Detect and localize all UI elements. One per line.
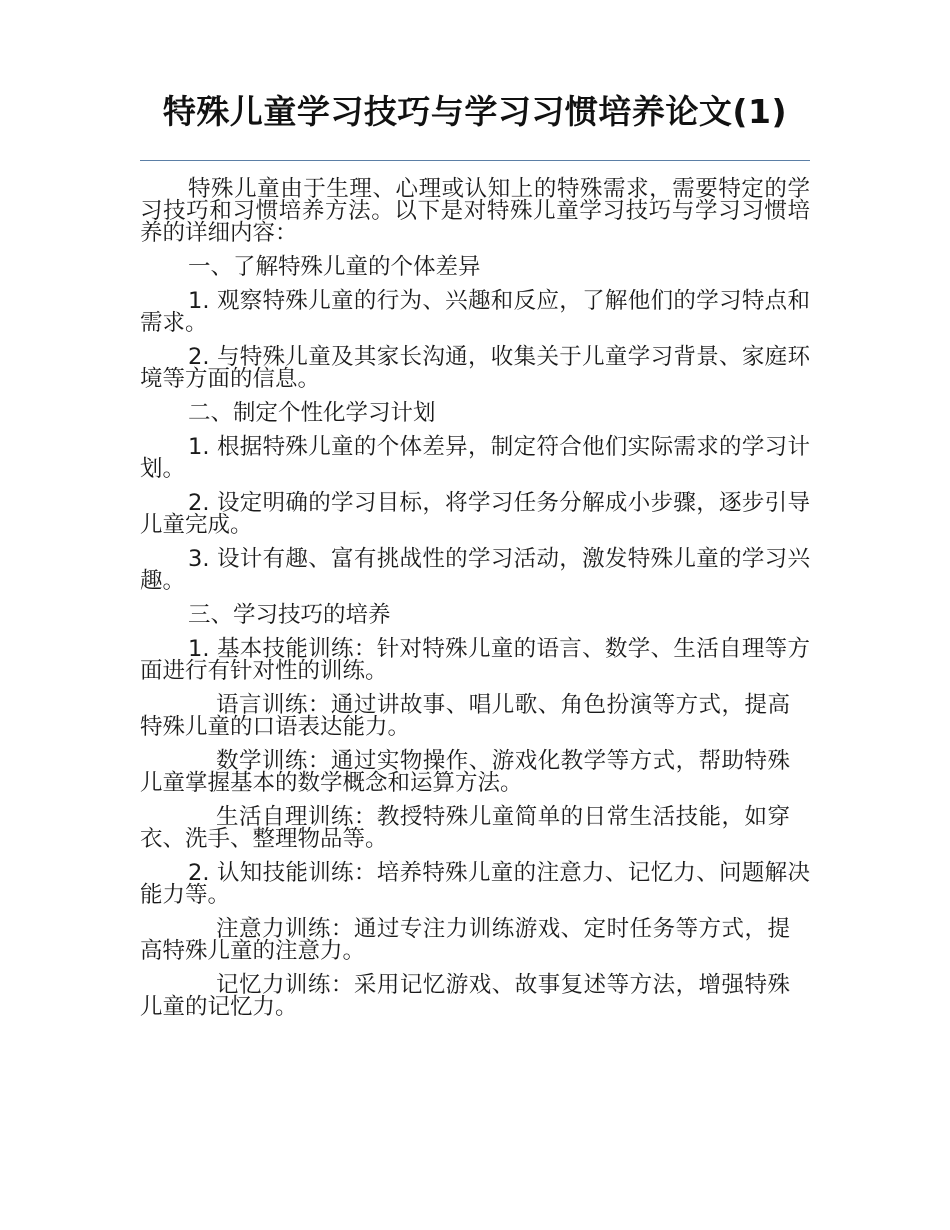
sub-paragraph: 数学训练：通过实物操作、游戏化教学等方式，帮助特殊儿童掌握基本的数学概念和运算方法。 xyxy=(140,748,790,796)
paragraph: 1. 观察特殊儿童的行为、兴趣和反应，了解他们的学习特点和需求。 xyxy=(140,288,810,336)
section-heading-3: 三、学习技巧的培养 xyxy=(188,602,391,628)
section-heading-2: 二、制定个性化学习计划 xyxy=(188,400,436,426)
intro-paragraph: 特殊儿童由于生理、心理或认知上的特殊需求，需要特定的学习技巧和习惯培养方法。以下是对特殊儿童学习技巧与学习习惯培养的详细内容： xyxy=(140,176,810,246)
paragraph: 1. 根据特殊儿童的个体差异，制定符合他们实际需求的学习计划。 xyxy=(140,434,810,482)
paragraph: 2. 与特殊儿童及其家长沟通，收集关于儿童学习背景、家庭环境等方面的信息。 xyxy=(140,344,810,392)
paragraph: 2. 设定明确的学习目标，将学习任务分解成小步骤，逐步引导儿童完成。 xyxy=(140,490,810,538)
section-heading-1: 一、了解特殊儿童的个体差异 xyxy=(188,254,481,280)
paragraph: 2. 认知技能训练：培养特殊儿童的注意力、记忆力、问题解决能力等。 xyxy=(140,860,810,908)
sub-paragraph: 生活自理训练：教授特殊儿童简单的日常生活技能，如穿衣、洗手、整理物品等。 xyxy=(140,804,790,852)
paragraph: 1. 基本技能训练：针对特殊儿童的语言、数学、生活自理等方面进行有针对性的训练。 xyxy=(140,636,810,684)
title-divider xyxy=(140,160,810,161)
document-body xyxy=(140,178,810,1030)
paragraph: 3. 设计有趣、富有挑战性的学习活动，激发特殊儿童的学习兴趣。 xyxy=(140,546,810,594)
document-title: 特殊儿童学习技巧与学习习惯培养论文(1) xyxy=(162,92,788,131)
sub-paragraph: 记忆力训练：采用记忆游戏、故事复述等方法，增强特殊儿童的记忆力。 xyxy=(140,972,790,1020)
sub-paragraph: 注意力训练：通过专注力训练游戏、定时任务等方式，提高特殊儿童的注意力。 xyxy=(140,916,790,964)
sub-paragraph: 语言训练：通过讲故事、唱儿歌、角色扮演等方式，提高特殊儿童的口语表达能力。 xyxy=(140,692,790,740)
